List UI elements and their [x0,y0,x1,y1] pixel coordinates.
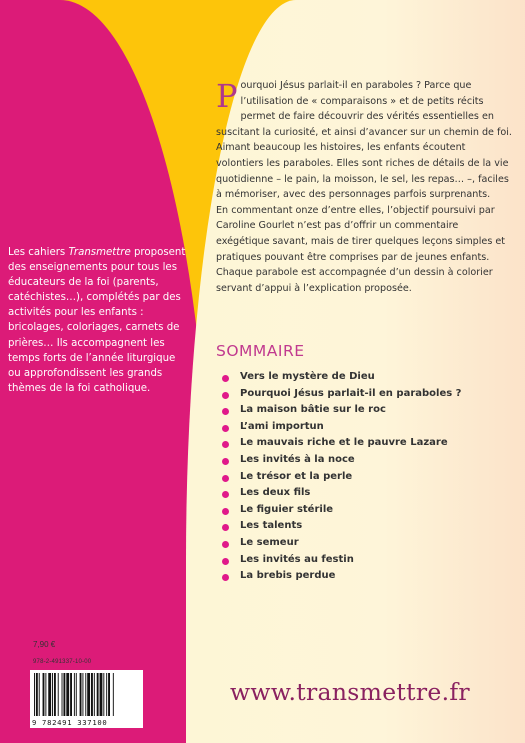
toc-item: Le trésor et la perle [222,471,461,488]
toc-item: Pourquoi Jésus parlait-il en paraboles ? [222,388,461,405]
description-text-continued: proposent des enseignements pour tous les éducateurs de la foi (parents, catéchistes…), complétés par des activités pour les enfants : bricolages, coloriages, carnets de prières… Ils accompagnent les temps forts de l’année liturgique ou approfondissent les grands thèmes de la foi catholique. [8,247,186,394]
intro-text [216,78,512,296]
series-name: Transmettre [68,247,131,258]
price: 7,90 € [33,640,56,649]
intro-paragraph: En commentant onze d’entre elles, l’objectif poursuivi par Caroline Gourlet n’est pas d’offrir un commentaire exégétique savant, mais de tirer quelques leçons simples et pratiques pouvant être comprises par de jeunes enfants. [216,204,506,263]
toc-item: Les talents [222,520,461,537]
barcode-digits: 9 782491 337100 [32,718,108,727]
toc-item: Les deux fils [222,487,461,504]
toc-item: Le mauvais riche et le pauvre Lazare [222,437,461,454]
barcode [30,670,143,728]
table-of-contents [222,371,461,587]
website-url: www.transmettre.fr [230,678,470,706]
toc-item: Les invités au festin [222,554,461,571]
intro-paragraph: Chaque parabole est accompagnée d’un dessin à colorier servant d’appui à l’explication proposée. [216,267,493,294]
series-description [8,245,186,396]
toc-item: Le semeur [222,537,461,554]
toc-item: L’ami importun [222,421,461,438]
toc-item: Le figuier stérile [222,504,461,521]
description-text: Les cahiers [8,247,69,258]
toc-item: La maison bâtie sur le roc [222,404,461,421]
intro-paragraph: Aimant beaucoup les histoires, les enfants écoutent volontiers les paraboles. Elles sont riches de détails de la vie quotidienne – le pain, la moisson, le sel, les repas… –, faciles à mémoriser, avec des personnages parfois surprenants. [216,142,509,201]
toc-item: La brebis perdue [222,570,461,587]
toc-item: Vers le mystère de Dieu [222,371,461,388]
barcode-bars [30,670,143,718]
drop-cap: P [216,77,238,115]
intro-paragraph: ourquoi Jésus parlait-il en paraboles ? Parce que l’utilisation de « comparaisons » et de petits récits permet de faire découvrir des vérités essentielles en suscitant la curiosité, et ainsi d’avancer sur un chemin de foi. [216,80,512,138]
toc-item: Les invités à la noce [222,454,461,471]
isbn: 978-2-491337-10-00 [33,659,92,665]
sommaire-title: SOMMAIRE [216,342,305,360]
